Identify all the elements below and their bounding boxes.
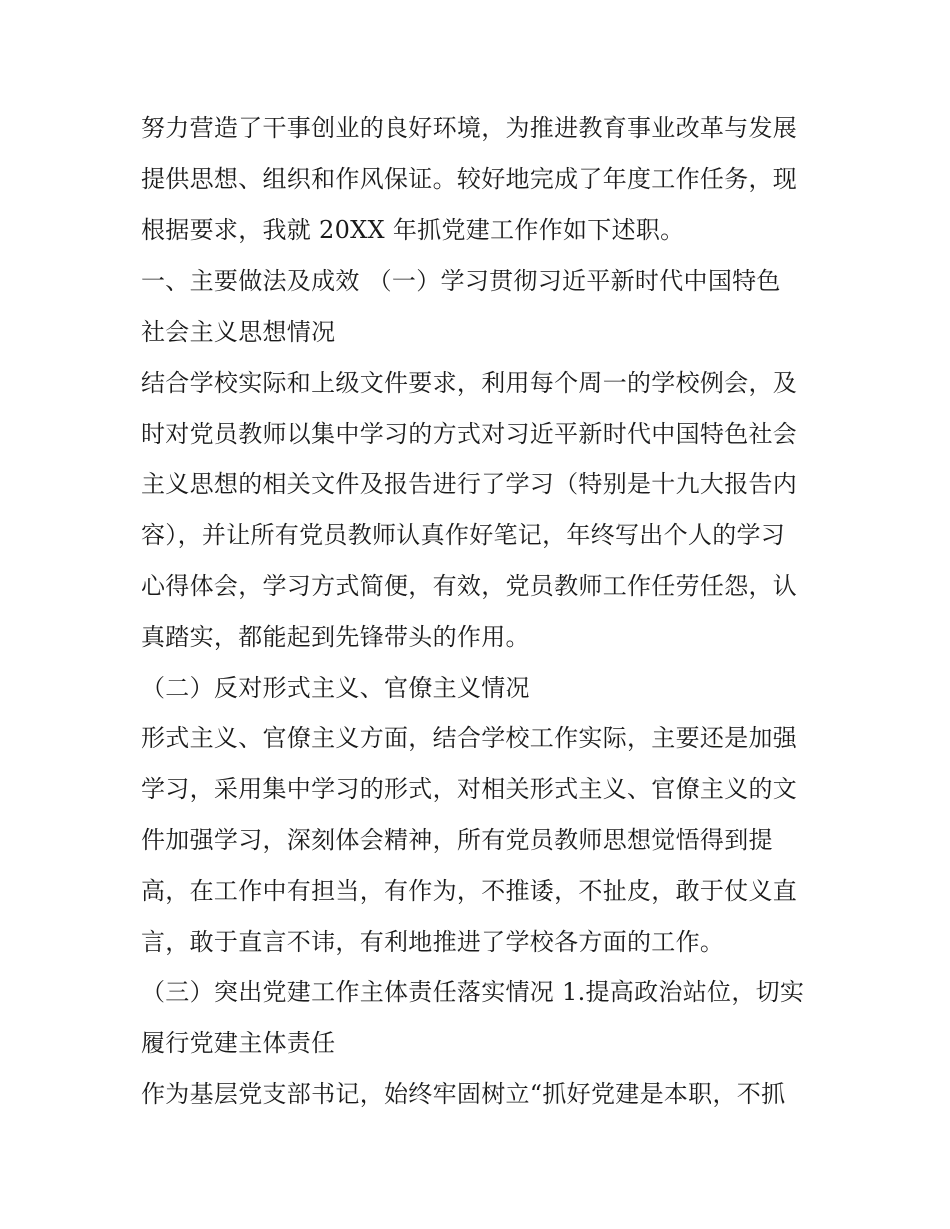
section-heading-line: （三）突出党建工作主体责任落实情况 1.提高政治站位，切实 xyxy=(141,978,805,1006)
text-line: 作为基层党支部书记，始终牢固树立“抓好党建是本职，不抓 xyxy=(141,1080,786,1108)
text-line: 努力营造了干事创业的良好环境，为推进教育事业改革与发展 xyxy=(141,114,798,142)
section-heading-line: 一、主要做法及成效 （一）学习贯彻习近平新时代中国特色 xyxy=(141,267,781,295)
section-heading-line: （二）反对形式主义、官僚主义情况 xyxy=(141,674,530,702)
text-line: 结合学校实际和上级文件要求，利用每个周一的学校例会，及 xyxy=(141,369,798,397)
text-line: 提供思想、组织和作风保证。较好地完成了年度工作任务，现 xyxy=(141,165,798,193)
text-line: 真踏实，都能起到先锋带头的作用。 xyxy=(141,623,530,651)
text-line: 时对党员教师以集中学习的方式对习近平新时代中国特色社会 xyxy=(141,420,798,448)
text-line: 高，在工作中有担当，有作为，不推诿，不扯皮，敢于仗义直 xyxy=(141,877,798,905)
section-heading-line: 社会主义思想情况 xyxy=(141,318,336,346)
text-line: 形式主义、官僚主义方面，结合学校工作实际，主要还是加强 xyxy=(141,724,798,752)
text-line: 言，敢于直言不讳，有利地推进了学校各方面的工作。 xyxy=(141,928,725,956)
text-line: 心得体会，学习方式简便，有效，党员教师工作任劳任怨，认 xyxy=(141,572,798,600)
text-line: 根据要求，我就 20XX 年抓党建工作作如下述职。 xyxy=(141,216,685,244)
text-line: 容），并让所有党员教师认真作好笔记，年终写出个人的学习 xyxy=(141,521,786,549)
section-heading-line: 履行党建主体责任 xyxy=(141,1029,336,1057)
text-line: 主义思想的相关文件及报告进行了学习（特别是十九大报告内 xyxy=(141,470,798,498)
text-line: 学习，采用集中学习的形式，对相关形式主义、官僚主义的文 xyxy=(141,775,798,803)
text-line: 件加强学习，深刻体会精神，所有党员教师思想觉悟得到提 xyxy=(141,826,773,854)
